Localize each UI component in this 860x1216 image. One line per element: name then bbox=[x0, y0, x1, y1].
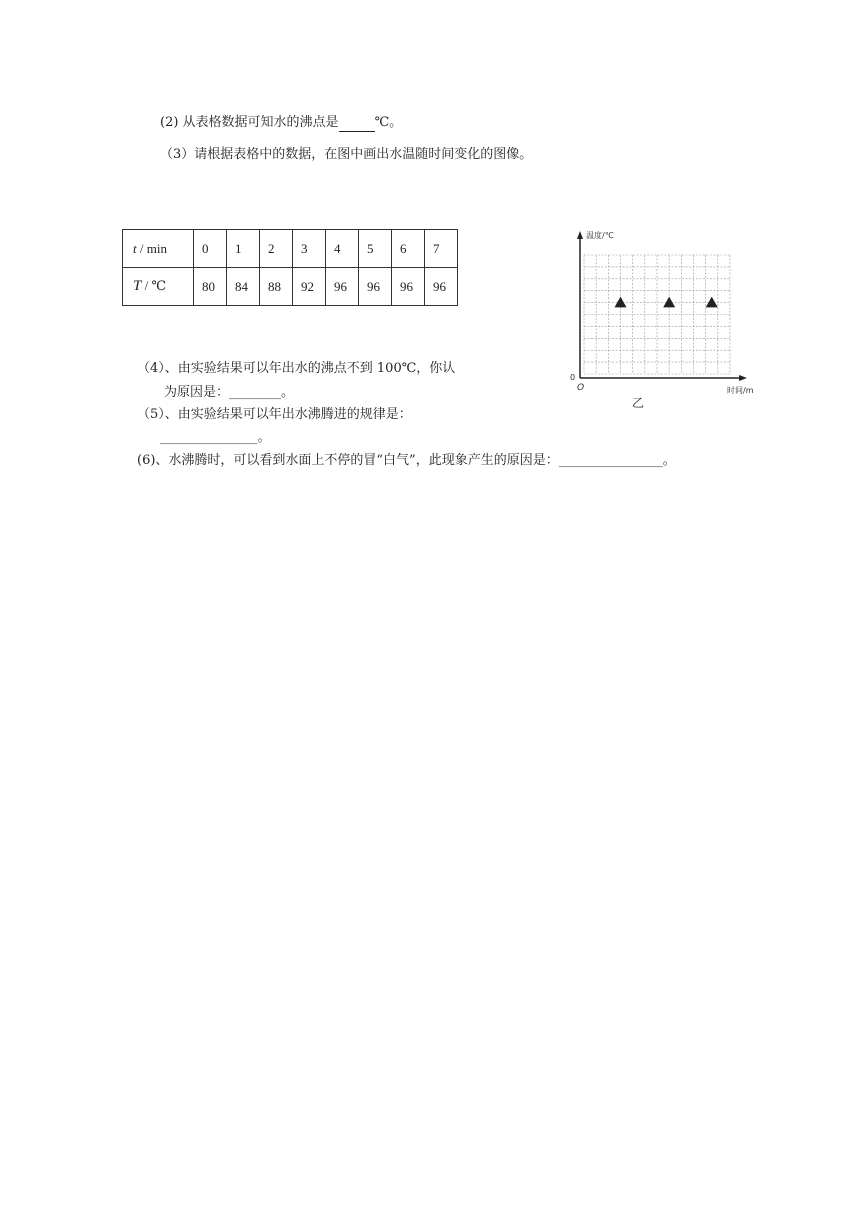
question-4-line-1: （4）、由实验结果可以年出水的沸点不到 100℃，你认 bbox=[137, 361, 456, 376]
table-cell: 5 bbox=[359, 230, 392, 268]
temperature-variable: T bbox=[133, 278, 142, 294]
table-cell: 80 bbox=[194, 268, 227, 306]
temperature-time-chart bbox=[566, 224, 766, 414]
question-4-end: 。 bbox=[281, 385, 295, 400]
table-cell: 88 bbox=[260, 268, 293, 306]
table-cell: 4 bbox=[326, 230, 359, 268]
table-cell: 96 bbox=[326, 268, 359, 306]
question-3: （3）请根据表格中的数据，在图中画出水温随时间变化的图像。 bbox=[160, 147, 533, 162]
table-cell: 96 bbox=[392, 268, 425, 306]
y-zero-label: 0 bbox=[570, 373, 576, 382]
x-axis-label: 时间/m bbox=[727, 386, 754, 395]
data-markers bbox=[615, 297, 718, 308]
answer-blank: ________ bbox=[229, 385, 282, 400]
chart-grid bbox=[584, 255, 730, 374]
question-6-text: (6)、水沸腾时，可以看到水面上不停的冒“白气”，此现象产生的原因是： bbox=[137, 453, 559, 468]
question-2-unit: ℃。 bbox=[374, 115, 403, 130]
question-6-end: 。 bbox=[662, 453, 676, 468]
question-5-end: 。 bbox=[257, 430, 271, 445]
question-5-line-2 bbox=[160, 430, 271, 446]
table-cell: 1 bbox=[227, 230, 260, 268]
table-cell: 96 bbox=[359, 268, 392, 306]
table-cell: 84 bbox=[227, 268, 260, 306]
table-cell: 92 bbox=[293, 268, 326, 306]
table-cell: 96 bbox=[425, 268, 458, 306]
y-axis-label: 温度/℃ bbox=[586, 231, 614, 240]
question-2-text: (2) 从表格数据可知水的沸点是 bbox=[160, 115, 339, 130]
triangle-marker-icon bbox=[663, 297, 675, 308]
table-cell: 6 bbox=[392, 230, 425, 268]
question-2 bbox=[160, 115, 402, 132]
origin-label: O bbox=[577, 383, 585, 393]
triangle-marker-icon bbox=[615, 297, 627, 308]
data-table bbox=[122, 229, 458, 306]
temperature-unit: / ℃ bbox=[141, 278, 166, 293]
time-variable: t bbox=[133, 240, 137, 256]
answer-blank: ________________ bbox=[558, 453, 663, 468]
question-6 bbox=[137, 453, 676, 469]
triangle-marker-icon bbox=[706, 297, 718, 308]
table-header-time bbox=[123, 230, 194, 268]
x-axis-arrow-icon bbox=[739, 375, 747, 381]
time-unit: / min bbox=[136, 240, 167, 256]
table-cell: 7 bbox=[425, 230, 458, 268]
table-cell: 2 bbox=[260, 230, 293, 268]
table-cell: 0 bbox=[194, 230, 227, 268]
table-cell: 3 bbox=[293, 230, 326, 268]
question-5-line-1: （5）、由实验结果可以年出水沸腾进的规律是： bbox=[137, 407, 412, 422]
answer-blank: _______________ bbox=[160, 430, 258, 445]
table-row bbox=[123, 268, 458, 306]
question-4-line-2 bbox=[164, 385, 294, 401]
question-4-text: 为原因是： bbox=[164, 385, 230, 400]
answer-blank bbox=[339, 115, 375, 132]
chart-caption: 乙 bbox=[632, 396, 645, 410]
table-header-temperature bbox=[123, 268, 194, 306]
y-axis-arrow-icon bbox=[577, 231, 583, 239]
table-row bbox=[123, 230, 458, 268]
